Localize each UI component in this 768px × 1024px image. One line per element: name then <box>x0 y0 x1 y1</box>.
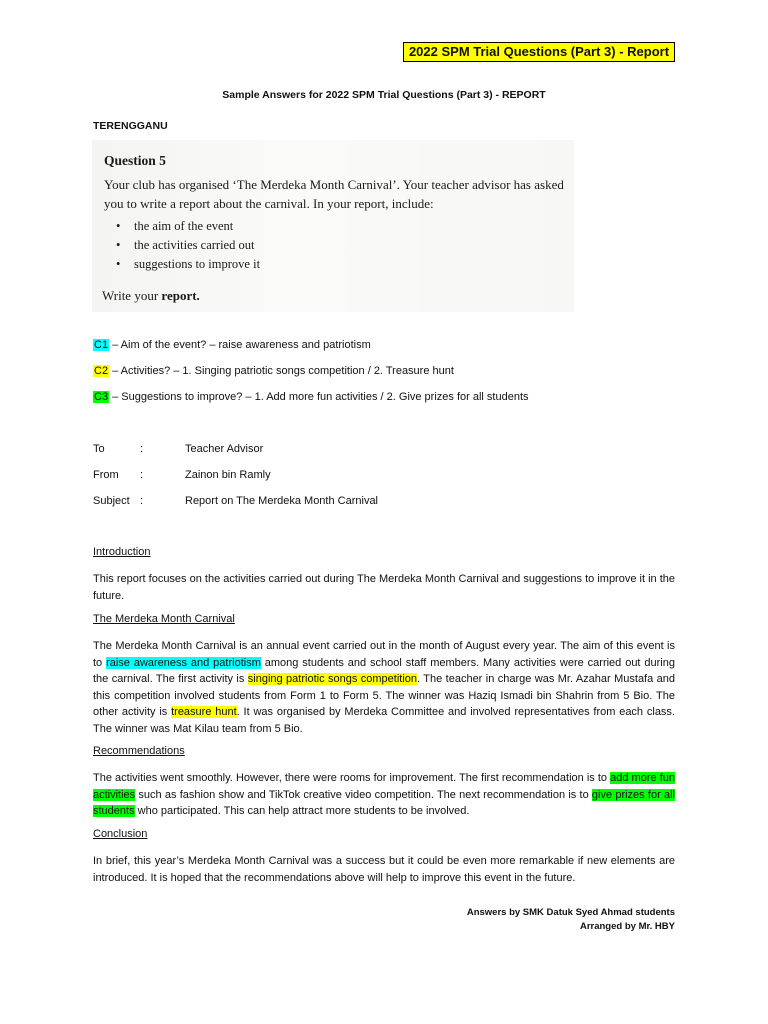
carnival-text: The Merdeka Month Carnival is an annual event carried out in the month of August every year. The aim of this event is to raise awareness and patriotism among students and school staff members. Many activities were carried out during the carnival. The first activity is singing patriotic songs competition. The teacher in charge was Mr. Azahar Mustafa and this competition involved students from Form 1 to Form 5. The winner was Haziq Ismadi bin Shahrin from 5 Bio. The other activity is treasure hunt. It was organised by Merdeka Committee and involved representatives from each class. The winner was Mat Kilau team from 5 Bio. <box>93 640 676 735</box>
highlight-recommend-2: give prizes for all students <box>93 788 675 817</box>
highlight-recommend-1: add more fun activities <box>93 772 675 801</box>
question-body: Your club has organised ‘The Merdeka Month Carnival’. Your teacher advisor has asked you to write a report about the carnival. In your report, include: <box>104 177 564 211</box>
highlight-activity-2: treasure hunt <box>171 706 237 718</box>
question-bullet: • suggestions to improve it <box>120 255 260 274</box>
credits <box>467 906 675 933</box>
credit-line: Answers by SMK Datuk Syed Ahmad students <box>466 907 675 918</box>
introduction-text: This report focuses on the activities carried out during The Merdeka Month Carnival and suggestions to improve it in the future. <box>93 573 675 602</box>
document-title: 2022 SPM Trial Questions (Part 3) - Report <box>403 42 675 62</box>
criterion-c3 <box>93 391 529 403</box>
criterion-c2 <box>93 365 454 377</box>
criterion-text: – Suggestions to improve? – 1. Add more fun activities / 2. Give prizes for all students <box>109 391 529 403</box>
question-bullet: • the activities carried out <box>120 236 260 255</box>
criterion-text: – Activities? – 1. Singing patriotic songs competition / 2. Treasure hunt <box>109 365 454 377</box>
highlight-activity-1: singing patriotic songs competition <box>247 673 418 685</box>
criterion-text: – Aim of the event? – raise awareness and patriotism <box>109 339 371 351</box>
question-bullet: • the aim of the event <box>120 217 260 236</box>
recommendations-heading: Recommendations <box>93 745 185 757</box>
recommendations-text: The activities went smoothly. However, there were rooms for improvement. The first recommendation is to add more fun activities such as fashion show and TikTok creative video competition. The next recommendation is to give prizes for all students who participated. This can help attract more students to be involved. <box>93 772 675 817</box>
highlight-aim: raise awareness and patriotism <box>106 656 261 669</box>
conclusion-text: In brief, this year’s Merdeka Month Carnival was a success but it could be even more remarkable if new elements are introduced. It is hoped that the recommendations above will help to improve this event in the future. <box>93 855 675 884</box>
document-subtitle: Sample Answers for 2022 SPM Trial Questions (Part 3) - REPORT <box>222 89 546 101</box>
criterion-c1 <box>93 339 371 351</box>
question-image <box>92 140 574 312</box>
state-label: TERENGGANU <box>93 120 168 132</box>
criterion-label: C1 <box>94 339 109 351</box>
conclusion-heading: Conclusion <box>93 828 148 840</box>
carnival-heading: The Merdeka Month Carnival <box>93 613 235 625</box>
introduction-heading: Introduction <box>93 546 151 558</box>
question-title: Question 5 <box>104 153 166 168</box>
criterion-label: C3 <box>94 391 109 403</box>
question-bullets <box>104 217 260 274</box>
criterion-label: C2 <box>94 365 109 377</box>
credit-line: Arranged by Mr. HBY <box>579 920 675 932</box>
question-footer: Write your report. <box>102 288 200 303</box>
